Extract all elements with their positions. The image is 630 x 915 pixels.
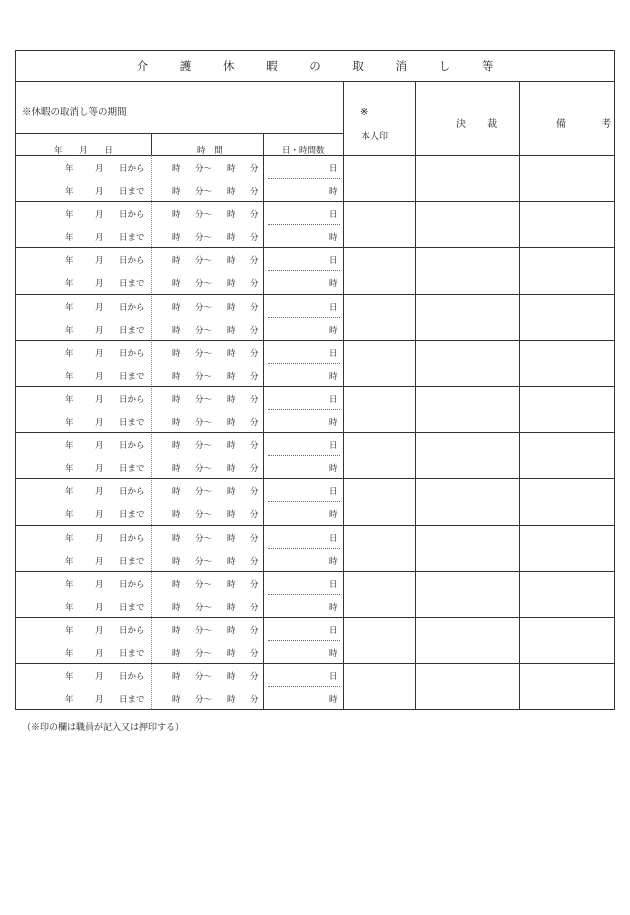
month-label: 月: [95, 164, 104, 174]
start-minute-label: 分〜: [195, 487, 213, 498]
days-dotted-line: [268, 317, 340, 318]
year-label: 年: [65, 510, 74, 521]
month-label: 月: [95, 302, 104, 313]
days-dotted-line: [268, 594, 340, 595]
row-separator: [16, 663, 614, 664]
year-label: 年: [65, 626, 74, 636]
end-minute-label: 分: [250, 510, 259, 521]
end-minute-label: 分: [250, 395, 259, 405]
subheader-date: 年 月 日: [54, 146, 113, 156]
end-hour-label: 時: [227, 695, 236, 706]
days-unit: 日: [329, 626, 338, 636]
end-minute-label: 分: [250, 556, 259, 567]
start-hour-label: 時: [172, 256, 181, 267]
day-from-label: 日から: [119, 533, 145, 544]
start-hour-label: 時: [172, 371, 181, 382]
end-minute-label: 分: [250, 487, 259, 498]
year-label: 年: [65, 233, 74, 244]
start-minute-label: 分〜: [195, 602, 213, 613]
footnote: （※印の欄は職員が記入又は押印する）: [22, 723, 185, 733]
year-label: 年: [65, 579, 74, 590]
start-minute-label: 分〜: [195, 649, 213, 659]
month-label: 月: [95, 371, 104, 382]
end-hour-label: 時: [227, 602, 236, 613]
end-minute-label: 分: [250, 164, 259, 174]
end-minute-label: 分: [250, 348, 259, 359]
hours-unit: 時: [329, 602, 338, 613]
month-label: 月: [95, 279, 104, 290]
year-label: 年: [65, 256, 74, 267]
days-unit: 日: [329, 302, 338, 313]
start-minute-label: 分〜: [195, 371, 213, 382]
start-hour-label: 時: [172, 672, 181, 683]
year-label: 年: [65, 441, 74, 452]
day-to-label: 日まで: [119, 279, 145, 290]
day-from-label: 日から: [119, 256, 145, 267]
month-label: 月: [95, 487, 104, 498]
start-minute-label: 分〜: [195, 325, 213, 336]
hours-unit: 時: [329, 695, 338, 706]
end-hour-label: 時: [227, 418, 236, 428]
divider-approval: [415, 82, 416, 709]
end-hour-label: 時: [227, 464, 236, 475]
days-unit: 日: [329, 533, 338, 544]
end-minute-label: 分: [250, 649, 259, 659]
start-minute-label: 分〜: [195, 210, 213, 221]
form-title: 介 護 休 暇 の 取 消 し 等: [16, 51, 614, 82]
end-hour-label: 時: [227, 348, 236, 359]
row-separator: [16, 201, 614, 202]
month-label: 月: [95, 348, 104, 359]
end-hour-label: 時: [227, 325, 236, 336]
start-minute-label: 分〜: [195, 418, 213, 428]
year-label: 年: [65, 187, 74, 197]
day-from-label: 日から: [119, 487, 145, 498]
day-to-label: 日まで: [119, 464, 145, 475]
start-minute-label: 分〜: [195, 441, 213, 452]
day-to-label: 日まで: [119, 649, 145, 659]
kome-mark: ※: [360, 107, 369, 118]
divider-remarks: [519, 82, 520, 709]
start-minute-label: 分〜: [195, 187, 213, 197]
month-label: 月: [95, 649, 104, 659]
end-hour-label: 時: [227, 533, 236, 544]
days-dotted-line: [268, 548, 340, 549]
end-minute-label: 分: [250, 695, 259, 706]
row-separator: [16, 340, 614, 341]
end-hour-label: 時: [227, 672, 236, 683]
end-hour-label: 時: [227, 649, 236, 659]
end-hour-label: 時: [227, 441, 236, 452]
days-unit: 日: [329, 210, 338, 221]
end-minute-label: 分: [250, 325, 259, 336]
day-to-label: 日まで: [119, 556, 145, 567]
row-separator: [16, 617, 614, 618]
year-label: 年: [65, 210, 74, 221]
month-label: 月: [95, 672, 104, 683]
start-minute-label: 分〜: [195, 695, 213, 706]
end-hour-label: 時: [227, 256, 236, 267]
end-minute-label: 分: [250, 533, 259, 544]
end-hour-label: 時: [227, 487, 236, 498]
start-minute-label: 分〜: [195, 464, 213, 475]
start-minute-label: 分〜: [195, 256, 213, 267]
day-to-label: 日まで: [119, 510, 145, 521]
month-label: 月: [95, 325, 104, 336]
year-label: 年: [65, 325, 74, 336]
header-bottom-line: [16, 155, 614, 156]
days-dotted-line: [268, 363, 340, 364]
end-minute-label: 分: [250, 464, 259, 475]
month-label: 月: [95, 210, 104, 221]
hours-unit: 時: [329, 649, 338, 659]
row-separator: [16, 247, 614, 248]
day-to-label: 日まで: [119, 187, 145, 197]
month-label: 月: [95, 695, 104, 706]
day-from-label: 日から: [119, 626, 145, 636]
month-label: 月: [95, 233, 104, 244]
row-separator: [16, 432, 614, 433]
end-minute-label: 分: [250, 279, 259, 290]
end-hour-label: 時: [227, 233, 236, 244]
days-dotted-line: [268, 270, 340, 271]
subheader-divider-1: [151, 133, 152, 155]
day-from-label: 日から: [119, 441, 145, 452]
remarks-label: 備 考: [556, 119, 612, 130]
month-label: 月: [95, 256, 104, 267]
end-hour-label: 時: [227, 510, 236, 521]
end-minute-label: 分: [250, 418, 259, 428]
year-label: 年: [65, 164, 74, 174]
day-from-label: 日から: [119, 164, 145, 174]
end-hour-label: 時: [227, 395, 236, 405]
end-minute-label: 分: [250, 579, 259, 590]
seal-label: 本人印: [361, 132, 389, 142]
days-unit: 日: [329, 579, 338, 590]
days-unit: 日: [329, 256, 338, 267]
year-label: 年: [65, 395, 74, 405]
hours-unit: 時: [329, 418, 338, 428]
year-label: 年: [65, 371, 74, 382]
month-label: 月: [95, 626, 104, 636]
end-minute-label: 分: [250, 672, 259, 683]
care-leave-cancellation-form: [15, 50, 615, 710]
start-hour-label: 時: [172, 418, 181, 428]
start-hour-label: 時: [172, 487, 181, 498]
days-unit: 日: [329, 672, 338, 683]
year-label: 年: [65, 302, 74, 313]
month-label: 月: [95, 533, 104, 544]
days-unit: 日: [329, 487, 338, 498]
approval-label: 決 裁: [456, 119, 498, 130]
year-label: 年: [65, 695, 74, 706]
days-dotted-line: [268, 686, 340, 687]
start-hour-label: 時: [172, 556, 181, 567]
hours-unit: 時: [329, 371, 338, 382]
start-minute-label: 分〜: [195, 533, 213, 544]
hours-unit: 時: [329, 187, 338, 197]
days-unit: 日: [329, 395, 338, 405]
end-hour-label: 時: [227, 626, 236, 636]
day-to-label: 日まで: [119, 418, 145, 428]
end-hour-label: 時: [227, 279, 236, 290]
day-to-label: 日まで: [119, 695, 145, 706]
day-to-label: 日まで: [119, 371, 145, 382]
days-unit: 日: [329, 441, 338, 452]
hours-unit: 時: [329, 233, 338, 244]
days-dotted-line: [268, 455, 340, 456]
start-minute-label: 分〜: [195, 672, 213, 683]
start-minute-label: 分〜: [195, 579, 213, 590]
row-separator: [16, 294, 614, 295]
end-hour-label: 時: [227, 302, 236, 313]
year-label: 年: [65, 602, 74, 613]
end-minute-label: 分: [250, 256, 259, 267]
year-label: 年: [65, 556, 74, 567]
row-separator: [16, 571, 614, 572]
month-label: 月: [95, 602, 104, 613]
subheader-top-line: [16, 133, 343, 134]
month-label: 月: [95, 579, 104, 590]
start-hour-label: 時: [172, 626, 181, 636]
end-minute-label: 分: [250, 441, 259, 452]
month-label: 月: [95, 418, 104, 428]
year-label: 年: [65, 464, 74, 475]
subheader-time: 時 間: [197, 146, 223, 156]
end-hour-label: 時: [227, 556, 236, 567]
end-hour-label: 時: [227, 187, 236, 197]
start-hour-label: 時: [172, 533, 181, 544]
start-minute-label: 分〜: [195, 348, 213, 359]
month-label: 月: [95, 510, 104, 521]
end-hour-label: 時: [227, 210, 236, 221]
start-minute-label: 分〜: [195, 626, 213, 636]
days-dotted-line: [268, 640, 340, 641]
day-from-label: 日から: [119, 395, 145, 405]
start-hour-label: 時: [172, 233, 181, 244]
start-minute-label: 分〜: [195, 556, 213, 567]
row-separator: [16, 525, 614, 526]
end-minute-label: 分: [250, 626, 259, 636]
start-minute-label: 分〜: [195, 510, 213, 521]
day-to-label: 日まで: [119, 325, 145, 336]
start-hour-label: 時: [172, 187, 181, 197]
divider-seal: [343, 82, 344, 709]
start-hour-label: 時: [172, 649, 181, 659]
end-minute-label: 分: [250, 602, 259, 613]
hours-unit: 時: [329, 279, 338, 290]
row-separator: [16, 386, 614, 387]
end-minute-label: 分: [250, 210, 259, 221]
month-label: 月: [95, 441, 104, 452]
month-label: 月: [95, 187, 104, 197]
year-label: 年: [65, 348, 74, 359]
days-dotted-line: [268, 409, 340, 410]
days-dotted-line: [268, 224, 340, 225]
start-hour-label: 時: [172, 441, 181, 452]
end-minute-label: 分: [250, 371, 259, 382]
month-label: 月: [95, 395, 104, 405]
row-separator: [16, 478, 614, 479]
year-label: 年: [65, 533, 74, 544]
day-from-label: 日から: [119, 302, 145, 313]
start-hour-label: 時: [172, 395, 181, 405]
subheader-divider-2: [263, 133, 264, 155]
days-dotted-line: [268, 178, 340, 179]
end-hour-label: 時: [227, 164, 236, 174]
start-minute-label: 分〜: [195, 395, 213, 405]
day-to-label: 日まで: [119, 602, 145, 613]
year-label: 年: [65, 672, 74, 683]
day-from-label: 日から: [119, 348, 145, 359]
year-label: 年: [65, 418, 74, 428]
hours-unit: 時: [329, 556, 338, 567]
end-hour-label: 時: [227, 371, 236, 382]
hours-unit: 時: [329, 325, 338, 336]
start-hour-label: 時: [172, 210, 181, 221]
end-minute-label: 分: [250, 187, 259, 197]
end-hour-label: 時: [227, 579, 236, 590]
days-unit: 日: [329, 164, 338, 174]
start-hour-label: 時: [172, 164, 181, 174]
start-hour-label: 時: [172, 279, 181, 290]
start-hour-label: 時: [172, 695, 181, 706]
start-minute-label: 分〜: [195, 164, 213, 174]
day-to-label: 日まで: [119, 233, 145, 244]
year-label: 年: [65, 487, 74, 498]
start-hour-label: 時: [172, 464, 181, 475]
hours-unit: 時: [329, 510, 338, 521]
start-minute-label: 分〜: [195, 302, 213, 313]
subheader-days-hours: 日・時間数: [282, 146, 325, 156]
start-hour-label: 時: [172, 325, 181, 336]
start-hour-label: 時: [172, 302, 181, 313]
month-label: 月: [95, 464, 104, 475]
start-hour-label: 時: [172, 579, 181, 590]
year-label: 年: [65, 649, 74, 659]
start-hour-label: 時: [172, 348, 181, 359]
start-minute-label: 分〜: [195, 233, 213, 244]
day-from-label: 日から: [119, 579, 145, 590]
start-minute-label: 分〜: [195, 279, 213, 290]
month-label: 月: [95, 556, 104, 567]
start-hour-label: 時: [172, 510, 181, 521]
hours-unit: 時: [329, 464, 338, 475]
period-header: ※休暇の取消し等の期間: [22, 107, 127, 118]
day-from-label: 日から: [119, 672, 145, 683]
start-hour-label: 時: [172, 602, 181, 613]
days-unit: 日: [329, 348, 338, 359]
day-from-label: 日から: [119, 210, 145, 221]
year-label: 年: [65, 279, 74, 290]
end-minute-label: 分: [250, 302, 259, 313]
end-minute-label: 分: [250, 233, 259, 244]
days-dotted-line: [268, 501, 340, 502]
